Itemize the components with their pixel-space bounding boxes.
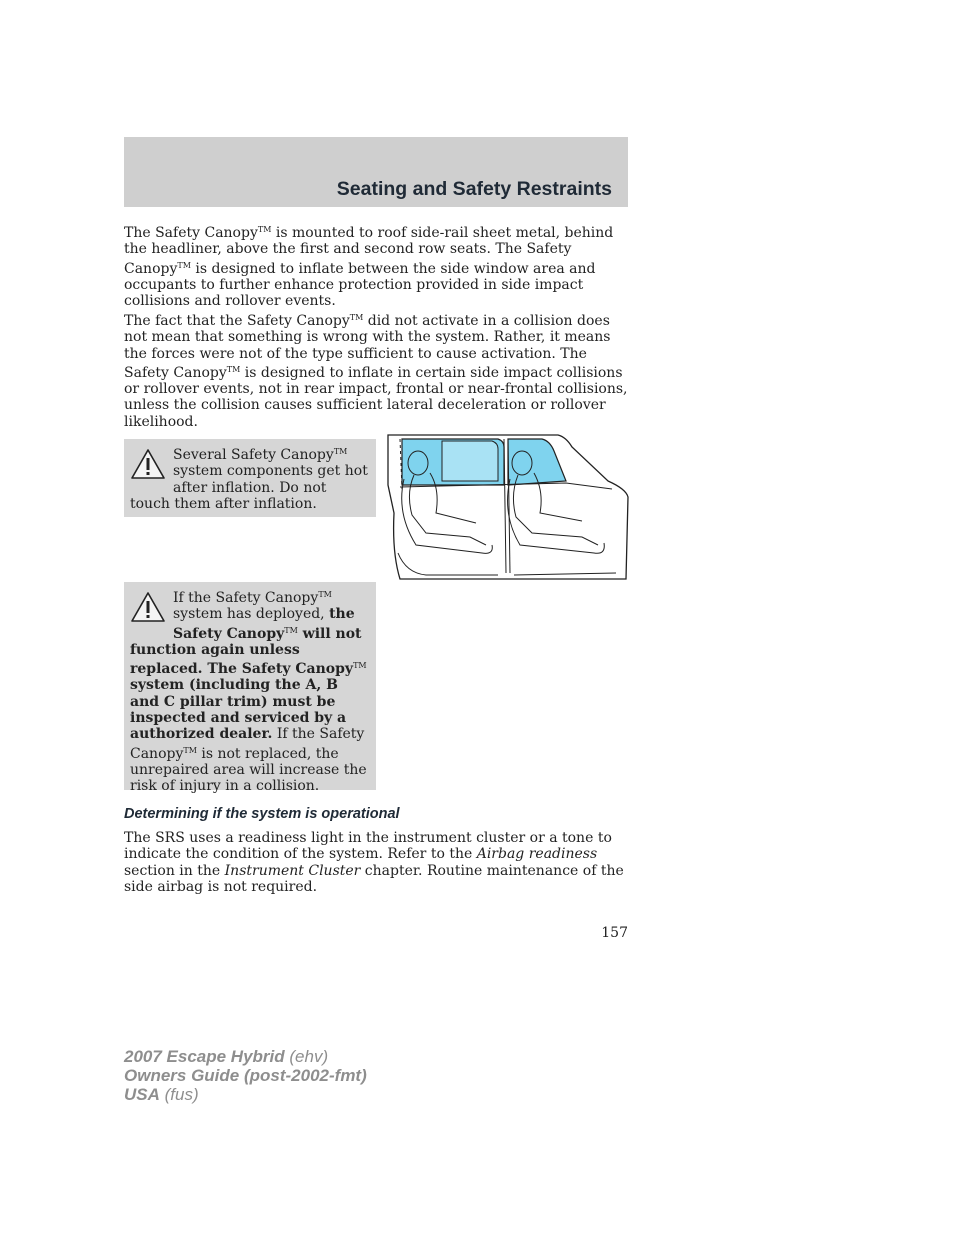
text-run: is not replaced, the unrepaired area will increase the risk of injury in a collision.	[130, 745, 367, 795]
bold-text-run: the Safety Canopy	[173, 606, 355, 642]
warning-box-replacement	[124, 582, 376, 795]
paragraph-canopy-location	[124, 222, 630, 309]
footer-line-1	[124, 1047, 367, 1066]
footer-model-code: (ehv)	[284, 1047, 329, 1066]
italic-text-run: Instrument Cluster	[224, 862, 361, 879]
document-footer	[124, 1047, 367, 1104]
trademark-mark: TM	[177, 260, 191, 270]
text-run: system has deployed,	[173, 606, 330, 623]
paragraph-canopy-activation	[124, 310, 630, 430]
text-run: did not activate in a collision does not mean that something is wrong with the system. Rather, it means the forces were not of the type sufficient to cause activation. The Safety Canopy	[124, 313, 611, 381]
text-run: system components get hot after inflation. Do not touch them after inflation.	[130, 463, 368, 512]
trademark-mark: TM	[333, 447, 348, 456]
page-number: 157	[601, 925, 628, 941]
subheading-system-operational: Determining if the system is operational	[124, 806, 400, 822]
bold-text-run: will not function again unless replaced. The Safety Canopy	[130, 625, 362, 678]
section-title: Seating and Safety Restraints	[336, 178, 612, 200]
text-run: The Safety Canopy	[124, 225, 258, 241]
text-run: is mounted to roof side-rail sheet metal, behind the headliner, above the first and second row seats. The Safety Canopy	[124, 225, 614, 277]
text-run: section in the	[124, 862, 225, 879]
footer-market: USA	[124, 1085, 160, 1104]
text-run: is designed to inflate in certain side impact collisions or rollover events, not in rear impact, frontal or near-frontal collisions, unless the collision causes sufficient lateral deceleration or rollover likelihood.	[124, 364, 628, 430]
footer-line-2	[124, 1066, 367, 1085]
text-run: If the Safety Canopy	[130, 726, 365, 762]
trademark-mark: TM	[226, 364, 241, 374]
text-run: If the Safety Canopy	[173, 590, 319, 606]
safety-canopy-illustration	[386, 433, 630, 581]
trademark-mark: TM	[318, 590, 332, 599]
text-run: Several Safety Canopy	[173, 447, 334, 463]
trademark-mark: TM	[353, 661, 367, 671]
warning-triangle-icon	[130, 591, 166, 623]
text-run: The fact that the Safety Canopy	[124, 313, 350, 329]
trademark-mark: TM	[183, 745, 197, 755]
footer-guide: Owners Guide (post-2002-fmt)	[124, 1066, 367, 1085]
italic-text-run: Airbag readiness	[476, 846, 598, 863]
section-header-band	[124, 137, 628, 207]
warning-triangle-icon	[130, 448, 166, 480]
footer-line-3	[124, 1085, 367, 1104]
footer-market-code: (fus)	[159, 1085, 199, 1104]
footer-model: 2007 Escape Hybrid	[124, 1047, 285, 1066]
trademark-mark: TM	[257, 225, 272, 234]
text-run: chapter. Routine maintenance of the side airbag is not required.	[124, 862, 624, 895]
trademark-mark: TM	[284, 625, 298, 635]
trademark-mark: TM	[349, 313, 364, 322]
bold-text-run: system (including the A, B and C pillar trim) must be inspected and serviced by a authorized dealer.	[130, 677, 347, 743]
warning-box-hot-components	[124, 439, 376, 517]
text-run: is designed to inflate between the side window area and occupants to further enhance protection provided in side impact collisions and rollover events.	[124, 260, 596, 310]
text-run: The SRS uses a readiness light in the instrument cluster or a tone to indicate the condition of the system. Refer to the	[124, 830, 612, 863]
paragraph-readiness	[124, 830, 630, 895]
